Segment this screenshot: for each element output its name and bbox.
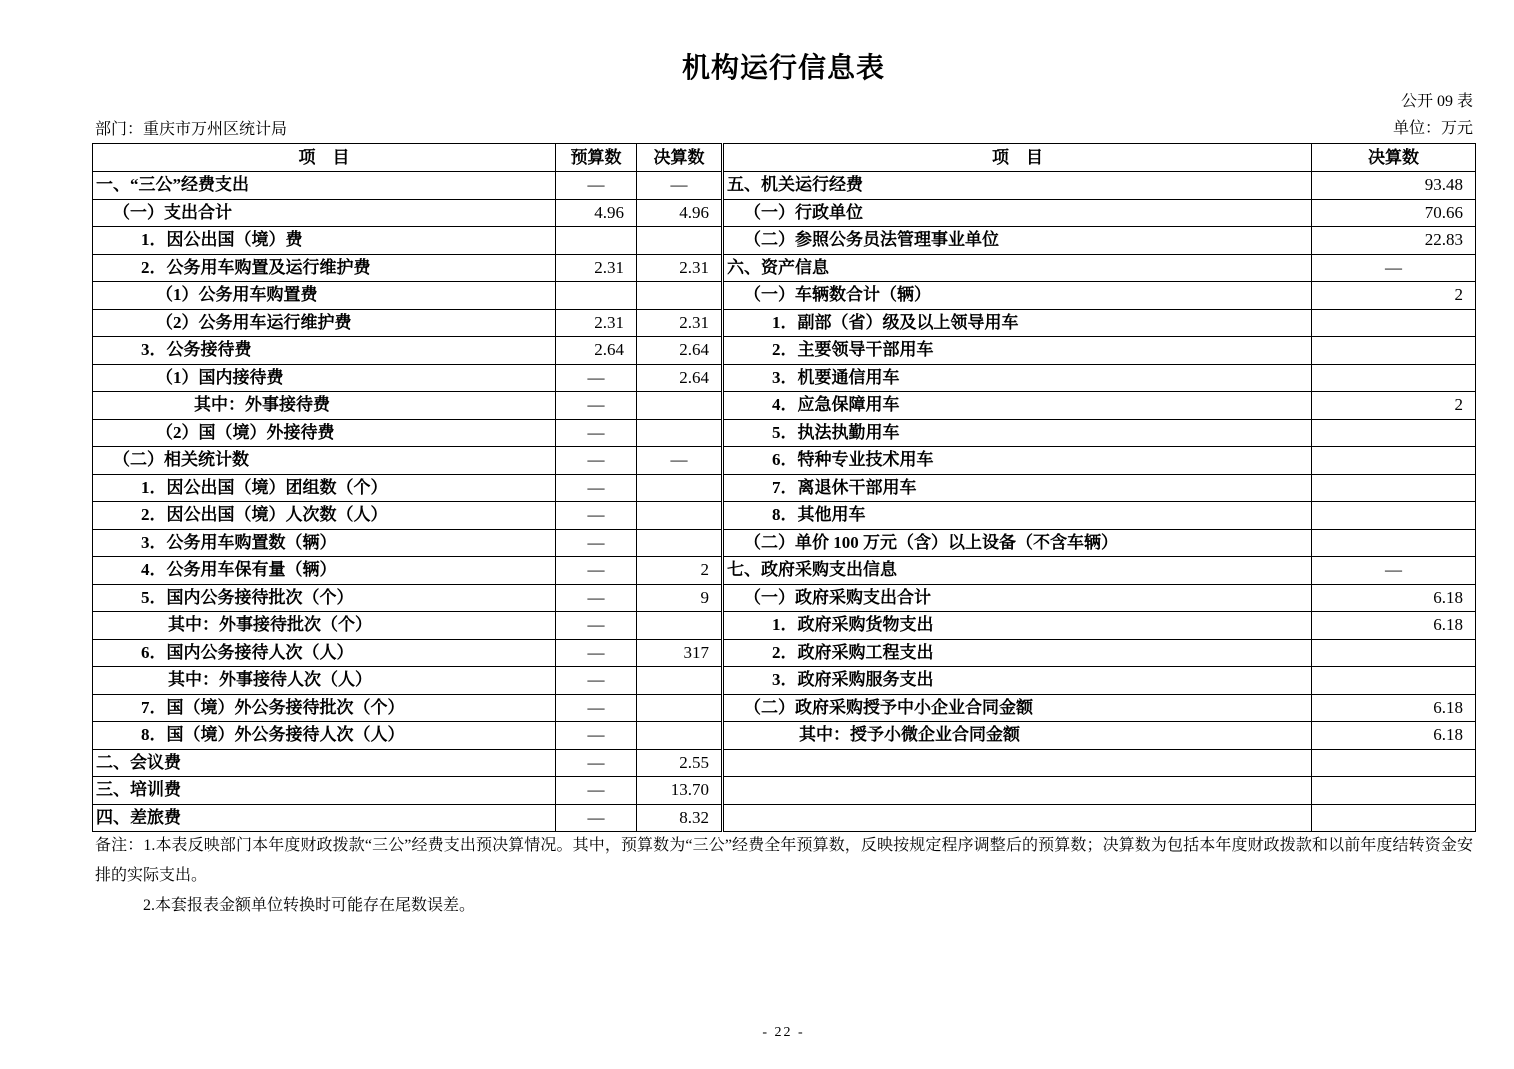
budget-value: — [556, 584, 637, 612]
header-item-right: 项 目 [723, 144, 1312, 172]
right-item-label: （二）单价 100 万元（含）以上设备（不含车辆） [723, 529, 1312, 557]
right-final-value: 6.18 [1312, 722, 1476, 750]
header-budget: 预算数 [556, 144, 637, 172]
budget-value: — [556, 392, 637, 420]
budget-value: — [556, 419, 637, 447]
table-header-row [93, 144, 1476, 172]
right-final-value: 2 [1312, 282, 1476, 310]
final-value: — [637, 172, 723, 200]
final-value [637, 667, 723, 695]
budget-value [556, 227, 637, 255]
final-value: 9 [637, 584, 723, 612]
budget-value: — [556, 749, 637, 777]
budget-value: — [556, 172, 637, 200]
budget-value: — [556, 667, 637, 695]
left-item-label: 其中：外事接待批次（个） [93, 612, 556, 640]
right-final-value [1312, 419, 1476, 447]
budget-value: — [556, 694, 637, 722]
note-1: 备注：1.本表反映部门本年度财政拨款“三公”经费支出预决算情况。其中，预算数为“三公”经费全年预算数，反映按规定程序调整后的预算数；决算数为包括本年度财政拨款和以前年度结转资金安排的实际支出。 [95, 837, 1473, 884]
budget-value: — [556, 804, 637, 832]
final-value [637, 392, 723, 420]
final-value: 2.31 [637, 309, 723, 337]
final-value: 8.32 [637, 804, 723, 832]
budget-value: 2.64 [556, 337, 637, 365]
table-row [93, 584, 1476, 612]
right-final-value: 2 [1312, 392, 1476, 420]
left-item-label: 3．公务接待费 [93, 337, 556, 365]
right-item-label: 5．执法执勤用车 [723, 419, 1312, 447]
right-item-label: 3．政府采购服务支出 [723, 667, 1312, 695]
right-final-value: 6.18 [1312, 694, 1476, 722]
right-final-value [1312, 529, 1476, 557]
table-row [93, 254, 1476, 282]
final-value: 2.55 [637, 749, 723, 777]
left-item-label: 1．因公出国（境）团组数（个） [93, 474, 556, 502]
right-item-label: 3．机要通信用车 [723, 364, 1312, 392]
final-value: 2 [637, 557, 723, 585]
table-body [93, 172, 1476, 832]
right-final-value: 6.18 [1312, 584, 1476, 612]
table-row [93, 612, 1476, 640]
table-row [93, 447, 1476, 475]
right-final-value: 93.48 [1312, 172, 1476, 200]
budget-value: — [556, 639, 637, 667]
left-item-label: 其中：外事接待费 [93, 392, 556, 420]
right-final-value [1312, 309, 1476, 337]
final-value: 13.70 [637, 777, 723, 805]
left-item-label: 2．公务用车购置及运行维护费 [93, 254, 556, 282]
left-item-label: 二、会议费 [93, 749, 556, 777]
form-code: 公开 09 表 [1400, 93, 1473, 110]
right-item-label: （一）政府采购支出合计 [723, 584, 1312, 612]
final-value [637, 694, 723, 722]
note-2: 2.本套报表金额单位转换时可能存在尾数误差。 [143, 897, 476, 914]
budget-value: — [556, 777, 637, 805]
table-row [93, 639, 1476, 667]
right-item-label: 6．特种专业技术用车 [723, 447, 1312, 475]
right-final-value [1312, 777, 1476, 805]
right-item-label: （一）行政单位 [723, 199, 1312, 227]
right-item-label: 六、资产信息 [723, 254, 1312, 282]
table-row [93, 804, 1476, 832]
budget-value: — [556, 612, 637, 640]
table-row [93, 282, 1476, 310]
left-item-label: 7．国（境）外公务接待批次（个） [93, 694, 556, 722]
final-value [637, 282, 723, 310]
table-row [93, 337, 1476, 365]
budget-value: — [556, 364, 637, 392]
left-item-label: （2）国（境）外接待费 [93, 419, 556, 447]
budget-value: — [556, 447, 637, 475]
final-value: 2.64 [637, 337, 723, 365]
final-value [637, 612, 723, 640]
right-item-label [723, 804, 1312, 832]
budget-value: — [556, 722, 637, 750]
header-item-left: 项 目 [93, 144, 556, 172]
right-item-label [723, 749, 1312, 777]
final-value [637, 722, 723, 750]
left-item-label: （1）国内接待费 [93, 364, 556, 392]
table-row [93, 392, 1476, 420]
final-value [637, 227, 723, 255]
final-value [637, 419, 723, 447]
table-row [93, 529, 1476, 557]
table-row [93, 777, 1476, 805]
right-final-value [1312, 639, 1476, 667]
left-item-label: 5．国内公务接待批次（个） [93, 584, 556, 612]
table-row [93, 474, 1476, 502]
final-value [637, 502, 723, 530]
left-item-label: 1．因公出国（境）费 [93, 227, 556, 255]
left-item-label: 四、差旅费 [93, 804, 556, 832]
right-final-value [1312, 502, 1476, 530]
budget-value: 4.96 [556, 199, 637, 227]
left-item-label: 8．国（境）外公务接待人次（人） [93, 722, 556, 750]
final-value: 2.31 [637, 254, 723, 282]
left-item-label: （2）公务用车运行维护费 [93, 309, 556, 337]
left-item-label: （一）支出合计 [93, 199, 556, 227]
right-final-value [1312, 804, 1476, 832]
right-final-value: 6.18 [1312, 612, 1476, 640]
left-item-label: （1）公务用车购置费 [93, 282, 556, 310]
right-final-value [1312, 364, 1476, 392]
operation-info-table [92, 143, 1476, 832]
table-row [93, 364, 1476, 392]
table-row [93, 667, 1476, 695]
right-final-value [1312, 667, 1476, 695]
left-item-label: 2．因公出国（境）人次数（人） [93, 502, 556, 530]
department-label: 部门：重庆市万州区统计局 [95, 121, 288, 138]
final-value: — [637, 447, 723, 475]
page-title: 机构运行信息表 [681, 51, 885, 84]
right-final-value [1312, 749, 1476, 777]
table-row [93, 227, 1476, 255]
header-final-right: 决算数 [1312, 144, 1476, 172]
final-value [637, 474, 723, 502]
table-row [93, 502, 1476, 530]
final-value: 4.96 [637, 199, 723, 227]
final-value: 2.64 [637, 364, 723, 392]
budget-value: — [556, 474, 637, 502]
left-item-label: 三、培训费 [93, 777, 556, 805]
table-row [93, 309, 1476, 337]
left-item-label: 其中：外事接待人次（人） [93, 667, 556, 695]
table-row [93, 557, 1476, 585]
right-item-label: 8．其他用车 [723, 502, 1312, 530]
final-value [637, 529, 723, 557]
table-row [93, 722, 1476, 750]
left-item-label: 一、“三公”经费支出 [93, 172, 556, 200]
unit-label: 单位：万元 [1392, 120, 1473, 137]
right-item-label: 七、政府采购支出信息 [723, 557, 1312, 585]
budget-value: — [556, 529, 637, 557]
budget-value: — [556, 502, 637, 530]
table-row [93, 749, 1476, 777]
right-final-value [1312, 337, 1476, 365]
right-item-label: 7．离退休干部用车 [723, 474, 1312, 502]
right-item-label: 1．政府采购货物支出 [723, 612, 1312, 640]
page-number: - 22 - [762, 1025, 805, 1040]
right-final-value: — [1312, 254, 1476, 282]
left-item-label: 3．公务用车购置数（辆） [93, 529, 556, 557]
right-final-value: — [1312, 557, 1476, 585]
budget-value: 2.31 [556, 309, 637, 337]
budget-value [556, 282, 637, 310]
header-final: 决算数 [637, 144, 723, 172]
notes [95, 831, 1473, 921]
left-item-label: 6．国内公务接待人次（人） [93, 639, 556, 667]
right-item-label: （一）车辆数合计（辆） [723, 282, 1312, 310]
right-item-label: （二）参照公务员法管理事业单位 [723, 227, 1312, 255]
right-item-label: （二）政府采购授予中小企业合同金额 [723, 694, 1312, 722]
table-row [93, 419, 1476, 447]
budget-value: 2.31 [556, 254, 637, 282]
right-final-value [1312, 474, 1476, 502]
right-item-label: 其中：授予小微企业合同金额 [723, 722, 1312, 750]
budget-value: — [556, 557, 637, 585]
right-item-label: 五、机关运行经费 [723, 172, 1312, 200]
right-item-label [723, 777, 1312, 805]
final-value: 317 [637, 639, 723, 667]
right-item-label: 1．副部（省）级及以上领导用车 [723, 309, 1312, 337]
right-item-label: 2．主要领导干部用车 [723, 337, 1312, 365]
left-item-label: 4．公务用车保有量（辆） [93, 557, 556, 585]
table-row [93, 199, 1476, 227]
table-row [93, 172, 1476, 200]
right-item-label: 2．政府采购工程支出 [723, 639, 1312, 667]
table-row [93, 694, 1476, 722]
right-final-value: 70.66 [1312, 199, 1476, 227]
right-final-value [1312, 447, 1476, 475]
right-item-label: 4．应急保障用车 [723, 392, 1312, 420]
right-final-value: 22.83 [1312, 227, 1476, 255]
left-item-label: （二）相关统计数 [93, 447, 556, 475]
